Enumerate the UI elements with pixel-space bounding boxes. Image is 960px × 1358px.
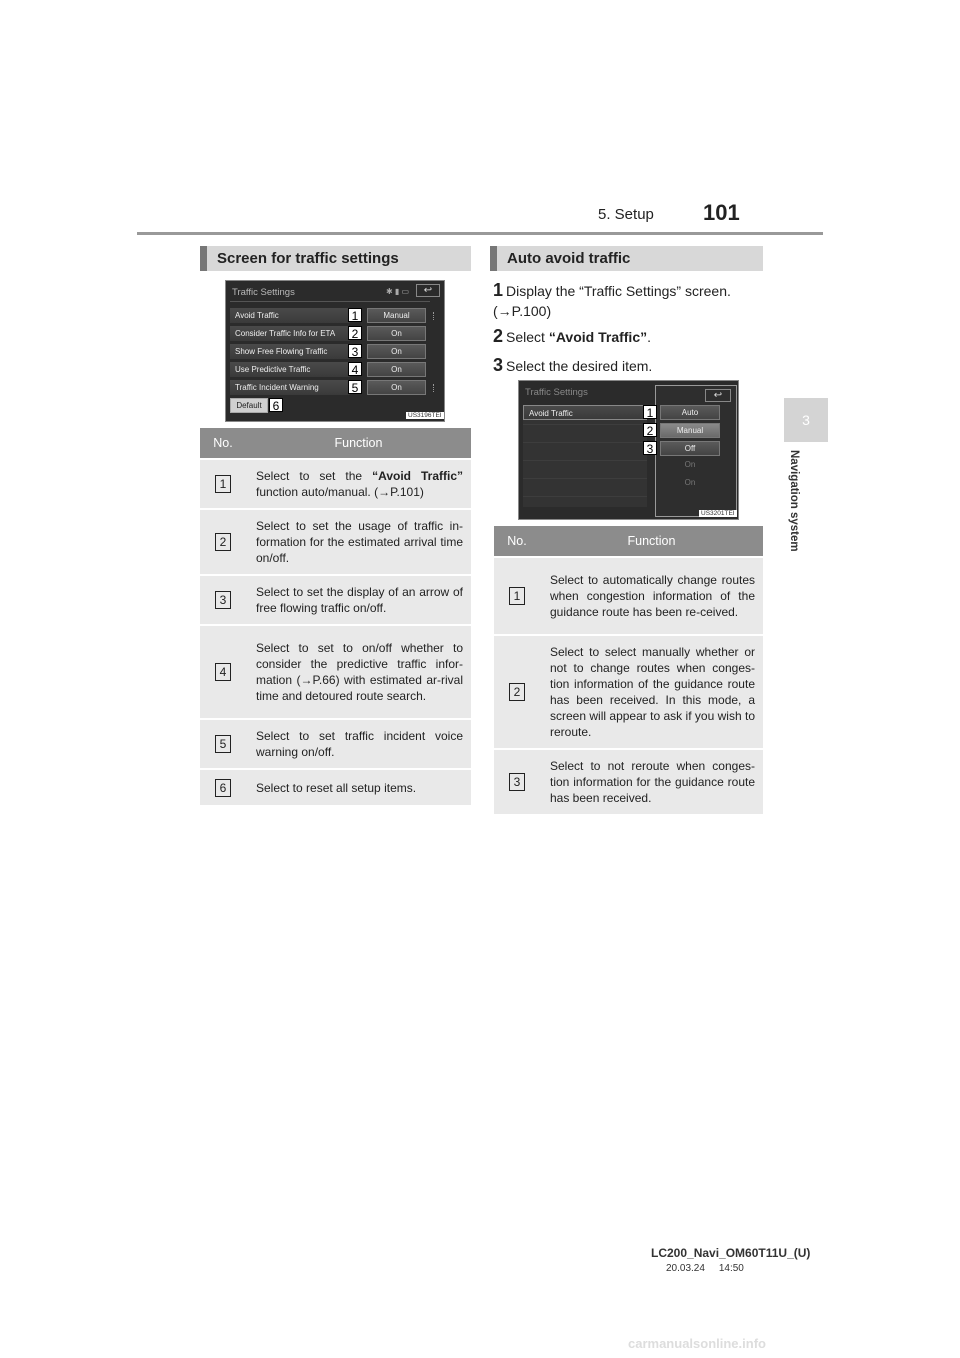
option-off: Off <box>660 441 720 456</box>
row-number: 2 <box>215 533 231 551</box>
row-number: 6 <box>215 779 231 797</box>
option-auto: Auto <box>660 405 720 420</box>
right-function-table <box>494 526 763 814</box>
row-function: Select to reset all setup items. <box>246 769 471 805</box>
row-free-flowing: Show Free Flowing Traffic <box>230 344 350 359</box>
table-row <box>200 509 471 575</box>
table-row <box>200 625 471 719</box>
row-predictive: Use Predictive Traffic <box>230 362 350 377</box>
footer-document-id: LC200_Navi_OM60T11U_(U) <box>651 1246 811 1260</box>
row-number: 5 <box>215 735 231 753</box>
step-3: 3 Select the desired item. <box>493 355 653 375</box>
back-icon: ↩ <box>416 284 440 297</box>
chapter-label: Navigation system <box>788 450 800 552</box>
callout-2: 2 <box>348 326 362 340</box>
value-free-flowing: On <box>367 344 426 359</box>
table-row <box>494 749 763 814</box>
status-icons: ✱ ▮ ▭ <box>386 287 410 296</box>
step-1: 1 Display the “Traffic Settings” screen. (→P.100) <box>493 280 731 319</box>
col-function: Function <box>540 526 763 557</box>
screen-title: Traffic Settings <box>525 387 588 398</box>
dim-value: On <box>684 478 696 487</box>
col-no: No. <box>200 428 246 459</box>
watermark: carmanualsonline.info <box>628 1336 766 1351</box>
col-no: No. <box>494 526 540 557</box>
table-row <box>494 635 763 749</box>
row-number: 4 <box>215 663 231 681</box>
default-button: Default <box>230 398 268 413</box>
back-icon: ↩ <box>705 389 731 402</box>
value-predictive: On <box>367 362 426 377</box>
value-avoid-traffic: Manual <box>367 308 426 323</box>
row-incident-warning: Traffic Incident Warning <box>230 380 350 395</box>
screen-title: Traffic Settings <box>232 287 295 298</box>
row-function: Select to not reroute when conges-tion information for the guidance route has been received. <box>540 749 763 814</box>
step-number: 3 <box>493 355 504 375</box>
callout-1: 1 <box>348 308 362 322</box>
callout-1: 1 <box>643 405 657 419</box>
table-row <box>200 769 471 805</box>
value-consider-eta: On <box>367 326 426 341</box>
row-function: Select to set to on/off whether to consider the predictive traffic infor-mation (→P.66) with estimated ar-rival time and detoured route search. <box>246 625 471 719</box>
callout-4: 4 <box>348 362 362 376</box>
row-avoid-traffic: Avoid Traffic <box>523 405 647 420</box>
chapter-tab <box>784 398 828 442</box>
left-function-table <box>200 428 471 805</box>
avoid-traffic-screenshot <box>518 380 739 520</box>
table-row <box>200 459 471 509</box>
callout-3: 3 <box>643 441 657 455</box>
table-header <box>200 428 471 459</box>
section-header-auto-avoid-traffic: Auto avoid traffic <box>490 246 763 271</box>
image-code: US3201TEI <box>701 510 735 517</box>
value-incident-warning: On <box>367 380 426 395</box>
row-function: Select to set traffic incident voice warning on/off. <box>246 719 471 769</box>
option-manual: Manual <box>660 423 720 438</box>
section-header-screen-traffic-settings: Screen for traffic settings <box>200 246 471 271</box>
row-avoid-traffic: Avoid Traffic <box>230 308 350 323</box>
row-function: Select to set the “Avoid Traffic” function auto/manual. (→P.101) <box>246 459 471 509</box>
row-function: Select to set the display of an arrow of free flowing traffic on/off. <box>246 575 471 625</box>
row-number: 3 <box>215 591 231 609</box>
callout-3: 3 <box>348 344 362 358</box>
step-2: 2 Select “Avoid Traffic”. <box>493 326 651 346</box>
row-function: Select to automatically change routes when congestion information of the guidance route has been re-ceived. <box>540 557 763 635</box>
header-rule <box>137 232 823 235</box>
table-row <box>494 557 763 635</box>
callout-6: 6 <box>269 398 283 412</box>
page-number: 101 <box>703 200 740 225</box>
image-code: US3196TEI <box>408 412 442 419</box>
table-row <box>200 575 471 625</box>
row-number: 1 <box>215 475 231 493</box>
step-number: 2 <box>493 326 504 346</box>
row-function: Select to select manually whether or not to change routes when conges-tion information of the guidance route has been received. In this mode, a screen will appear to ask if you wish to reroute. <box>540 635 763 749</box>
table-header <box>494 526 763 557</box>
row-consider-eta: Consider Traffic Info for ETA <box>230 326 350 341</box>
col-function: Function <box>246 428 471 459</box>
row-number: 3 <box>509 773 525 791</box>
callout-5: 5 <box>348 380 362 394</box>
callout-2: 2 <box>643 423 657 437</box>
row-function: Select to set the usage of traffic in-formation for the estimated arrival time on/off. <box>246 509 471 575</box>
section-title: 5. Setup <box>598 206 654 223</box>
footer-timestamp: 20.03.24 14:50 <box>666 1263 744 1274</box>
row-number: 2 <box>509 683 525 701</box>
table-row <box>200 719 471 769</box>
dim-value: On <box>684 460 696 469</box>
step-number: 1 <box>493 280 504 300</box>
chapter-number: 3 <box>802 412 810 428</box>
traffic-settings-screenshot <box>225 280 445 422</box>
row-number: 1 <box>509 587 525 605</box>
